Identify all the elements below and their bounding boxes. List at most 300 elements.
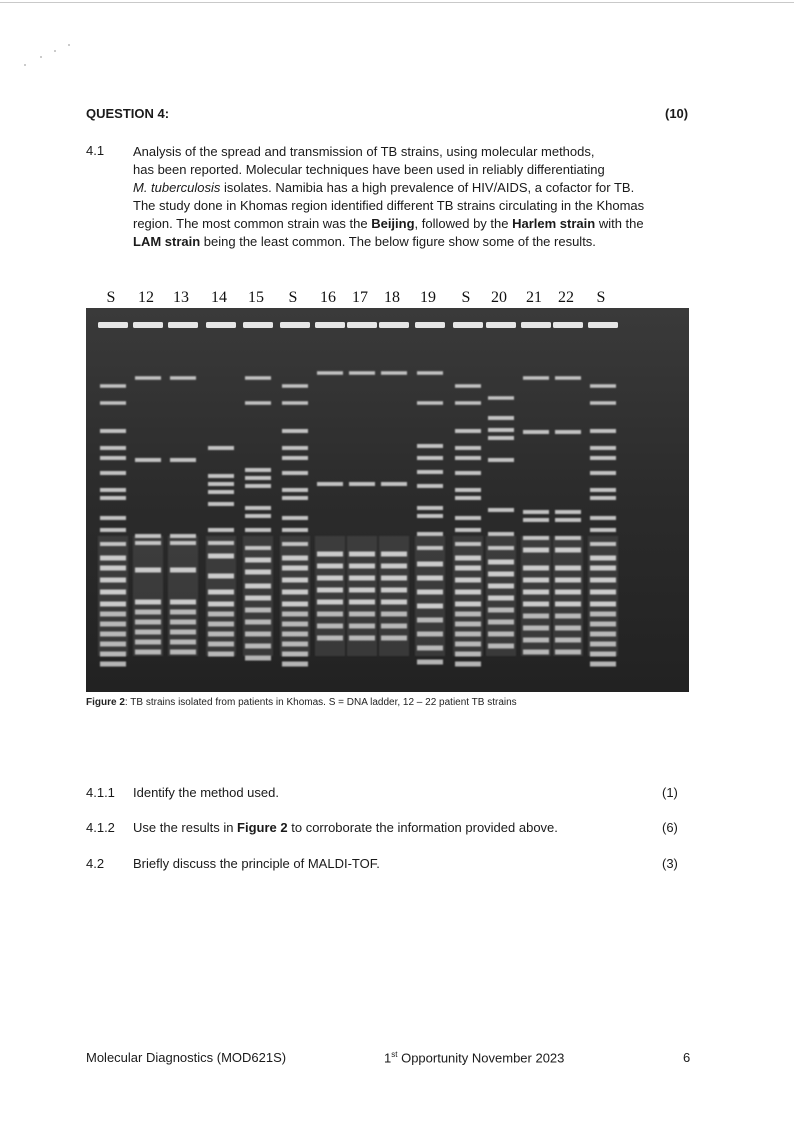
gel-band bbox=[455, 566, 481, 571]
gel-band bbox=[590, 456, 616, 460]
gel-band bbox=[245, 376, 271, 380]
gel-band bbox=[245, 570, 271, 575]
gel-band bbox=[523, 626, 549, 631]
sub-number-4-1-1: 4.1.1 bbox=[86, 785, 115, 800]
gel-band bbox=[208, 490, 234, 494]
gel-band bbox=[488, 436, 514, 440]
gel-band bbox=[245, 620, 271, 625]
lane-label: 16 bbox=[320, 289, 336, 306]
gel-band bbox=[282, 429, 308, 433]
gel-band bbox=[417, 618, 443, 623]
gel-band bbox=[455, 556, 481, 561]
question-title: QUESTION 4: bbox=[86, 106, 170, 121]
gel-band bbox=[488, 632, 514, 637]
gel-band bbox=[417, 546, 443, 550]
gel-band bbox=[245, 584, 271, 589]
intro-line-5: region. The most common strain was the Beijing, followed by the Harlem strain with the bbox=[133, 216, 644, 231]
gel-band bbox=[455, 429, 481, 433]
gel-band bbox=[488, 560, 514, 565]
gel-band bbox=[100, 632, 126, 637]
sub-marks-4-1-1: (1) bbox=[662, 785, 678, 800]
gel-band bbox=[245, 506, 271, 510]
gel-band bbox=[100, 384, 126, 388]
gel-band bbox=[100, 602, 126, 607]
gel-band bbox=[417, 604, 443, 609]
gel-band bbox=[208, 528, 234, 532]
gel-band bbox=[555, 578, 581, 583]
gel-band bbox=[282, 642, 308, 647]
gel-band bbox=[100, 652, 126, 657]
gel-band bbox=[555, 590, 581, 595]
gel-band bbox=[555, 638, 581, 643]
intro-line-2: has been reported. Molecular techniques have been used in reliably differentiating bbox=[133, 162, 605, 177]
well-band bbox=[168, 322, 198, 328]
gel-band bbox=[349, 564, 375, 569]
gel-band bbox=[523, 510, 549, 514]
gel-band bbox=[523, 430, 549, 434]
gel-band bbox=[590, 566, 616, 571]
gel-band bbox=[282, 516, 308, 520]
well-band bbox=[98, 322, 128, 328]
gel-band bbox=[455, 528, 481, 532]
gel-band bbox=[282, 446, 308, 450]
footer-page-number: 6 bbox=[683, 1050, 691, 1065]
gel-band bbox=[455, 602, 481, 607]
gel-band bbox=[100, 642, 126, 647]
gel-band bbox=[135, 458, 161, 462]
lane-label: S bbox=[106, 289, 116, 306]
gel-band bbox=[381, 636, 407, 641]
gel-band bbox=[349, 612, 375, 617]
gel-band bbox=[590, 516, 616, 520]
gel-band bbox=[208, 446, 234, 450]
gel-band bbox=[282, 542, 308, 546]
gel-band bbox=[417, 562, 443, 567]
gel-band bbox=[523, 578, 549, 583]
gel-band bbox=[317, 588, 343, 593]
gel-band bbox=[455, 471, 481, 475]
gel-band bbox=[523, 548, 549, 553]
intro-line-6: LAM strain being the least common. The below figure show some of the results. bbox=[133, 234, 596, 249]
gel-band bbox=[381, 564, 407, 569]
gel-band bbox=[417, 632, 443, 637]
gel-band bbox=[590, 642, 616, 647]
gel-band bbox=[381, 612, 407, 617]
caption-label: Figure 2 bbox=[86, 697, 125, 708]
gel-band bbox=[590, 652, 616, 657]
gel-band bbox=[381, 624, 407, 629]
lane-smear bbox=[588, 536, 618, 656]
gel-band bbox=[170, 630, 196, 635]
gel-band bbox=[170, 568, 196, 573]
gel-band bbox=[417, 371, 443, 375]
lane-smear bbox=[133, 536, 163, 656]
intro-line-3: M. tuberculosis isolates. Namibia has a high prevalence of HIV/AIDS, a cofactor for TB. bbox=[133, 180, 635, 195]
gel-band bbox=[488, 608, 514, 613]
gel-band bbox=[417, 456, 443, 460]
gel-band bbox=[208, 642, 234, 647]
gel-band bbox=[317, 612, 343, 617]
gel-band bbox=[417, 576, 443, 581]
gel-band bbox=[455, 401, 481, 405]
gel-band bbox=[100, 516, 126, 520]
lane-label: 18 bbox=[384, 289, 400, 306]
lane-smear bbox=[453, 536, 483, 656]
gel-band bbox=[523, 650, 549, 655]
gel-band bbox=[488, 620, 514, 625]
intro-line-4: The study done in Khomas region identified different TB strains circulating in the Khomas bbox=[133, 198, 645, 213]
gel-band bbox=[488, 458, 514, 462]
gel-band bbox=[282, 556, 308, 561]
gel-band bbox=[170, 650, 196, 655]
gel-band bbox=[523, 518, 549, 522]
gel-band bbox=[455, 622, 481, 627]
gel-band bbox=[282, 590, 308, 595]
figure-caption bbox=[86, 697, 517, 708]
well-band bbox=[206, 322, 236, 328]
gel-band bbox=[555, 548, 581, 553]
gel-band bbox=[100, 496, 126, 500]
gel-band bbox=[488, 532, 514, 536]
gel-band bbox=[170, 600, 196, 605]
gel-band bbox=[590, 401, 616, 405]
gel-band bbox=[170, 541, 196, 545]
gel-band bbox=[381, 371, 407, 375]
gel-band bbox=[381, 600, 407, 605]
well-band bbox=[486, 322, 516, 328]
item-number-4-1: 4.1 bbox=[86, 143, 105, 158]
gel-band bbox=[523, 376, 549, 380]
well-band bbox=[521, 322, 551, 328]
lane-label: 13 bbox=[173, 289, 189, 306]
gel-band bbox=[455, 662, 481, 667]
well-band bbox=[280, 322, 310, 328]
gel-band bbox=[208, 612, 234, 617]
gel-band bbox=[245, 596, 271, 601]
gel-band bbox=[590, 446, 616, 450]
lane-label: 14 bbox=[211, 289, 227, 306]
top-rule bbox=[0, 2, 794, 3]
gel-band bbox=[455, 612, 481, 617]
gel-band bbox=[417, 444, 443, 448]
well-band bbox=[553, 322, 583, 328]
gel-band bbox=[170, 458, 196, 462]
gel-band bbox=[100, 542, 126, 546]
gel-band bbox=[282, 602, 308, 607]
gel-band bbox=[208, 602, 234, 607]
gel-band bbox=[523, 536, 549, 540]
gel-band bbox=[317, 564, 343, 569]
sub-text-4-1-1: Identify the method used. bbox=[133, 785, 279, 800]
gel-band bbox=[135, 600, 161, 605]
well-band bbox=[379, 322, 409, 328]
gel-band bbox=[100, 471, 126, 475]
sub-marks-4-1-2: (6) bbox=[662, 820, 678, 835]
lane-smear bbox=[280, 536, 310, 656]
gel-band bbox=[317, 576, 343, 581]
gel-band bbox=[555, 536, 581, 540]
gel-band bbox=[349, 482, 375, 486]
gel-band bbox=[245, 546, 271, 550]
gel-band bbox=[417, 646, 443, 651]
gel-band bbox=[455, 516, 481, 520]
gel-band bbox=[282, 622, 308, 627]
gel-band bbox=[170, 534, 196, 538]
gel-band bbox=[317, 600, 343, 605]
gel-band bbox=[135, 630, 161, 635]
gel-band bbox=[100, 590, 126, 595]
gel-band bbox=[100, 566, 126, 571]
gel-band bbox=[455, 488, 481, 492]
gel-band bbox=[245, 468, 271, 472]
gel-band bbox=[170, 640, 196, 645]
gel-band bbox=[135, 610, 161, 615]
gel-band bbox=[282, 612, 308, 617]
sub-marks-4-2: (3) bbox=[662, 856, 678, 871]
gel-band bbox=[590, 496, 616, 500]
lane-label: 12 bbox=[138, 289, 154, 306]
gel-band bbox=[245, 608, 271, 613]
gel-band bbox=[455, 542, 481, 546]
gel-band bbox=[590, 602, 616, 607]
gel-band bbox=[245, 558, 271, 563]
sub-number-4-2: 4.2 bbox=[86, 856, 105, 871]
gel-band bbox=[349, 636, 375, 641]
gel-band bbox=[555, 602, 581, 607]
gel-figure bbox=[86, 286, 689, 694]
gel-band bbox=[208, 652, 234, 657]
gel-band bbox=[555, 430, 581, 434]
gel-band bbox=[455, 456, 481, 460]
beijing-strain: Beijing bbox=[371, 216, 415, 231]
lane-label: 17 bbox=[352, 289, 368, 306]
gel-band bbox=[282, 652, 308, 657]
gel-band bbox=[282, 384, 308, 388]
gel-band bbox=[100, 488, 126, 492]
gel-band bbox=[349, 576, 375, 581]
gel-band bbox=[245, 484, 271, 488]
gel-band bbox=[135, 650, 161, 655]
gel-band bbox=[590, 528, 616, 532]
gel-band bbox=[488, 428, 514, 432]
gel-band bbox=[555, 518, 581, 522]
gel-band bbox=[100, 429, 126, 433]
gel-band bbox=[135, 376, 161, 380]
gel-band bbox=[208, 541, 234, 545]
gel-band bbox=[455, 446, 481, 450]
gel-band bbox=[349, 624, 375, 629]
well-band bbox=[243, 322, 273, 328]
gel-band bbox=[590, 471, 616, 475]
gel-band bbox=[245, 401, 271, 405]
gel-band bbox=[417, 401, 443, 405]
lane-label: 20 bbox=[491, 289, 507, 306]
lane-label: 21 bbox=[526, 289, 542, 306]
gel-band bbox=[100, 528, 126, 532]
gel-band bbox=[590, 556, 616, 561]
gel-band bbox=[523, 602, 549, 607]
gel-band bbox=[100, 446, 126, 450]
gel-band bbox=[100, 556, 126, 561]
harlem-strain: Harlem strain bbox=[512, 216, 596, 231]
intro-paragraph bbox=[133, 143, 678, 251]
gel-band bbox=[317, 482, 343, 486]
gel-band bbox=[100, 662, 126, 667]
gel-band bbox=[488, 584, 514, 589]
lane-smear bbox=[415, 536, 445, 656]
gel-band bbox=[455, 590, 481, 595]
gel-band bbox=[170, 376, 196, 380]
gel-band bbox=[555, 376, 581, 380]
gel-band bbox=[282, 578, 308, 583]
gel-band bbox=[590, 488, 616, 492]
gel-band bbox=[208, 554, 234, 559]
lane-label: 22 bbox=[558, 289, 574, 306]
gel-band bbox=[590, 429, 616, 433]
gel-band bbox=[417, 532, 443, 536]
gel-band bbox=[590, 662, 616, 667]
gel-band bbox=[282, 456, 308, 460]
gel-band bbox=[208, 632, 234, 637]
sub-text-4-1-2: Use the results in Figure 2 to corroborate the information provided above. bbox=[133, 820, 558, 835]
gel-band bbox=[349, 552, 375, 557]
well-band bbox=[347, 322, 377, 328]
gel-band bbox=[282, 632, 308, 637]
gel-band bbox=[317, 636, 343, 641]
gel-band bbox=[455, 642, 481, 647]
gel-band bbox=[208, 590, 234, 595]
lane-label: S bbox=[596, 289, 606, 306]
gel-band bbox=[523, 590, 549, 595]
gel-band bbox=[245, 656, 271, 661]
gel-band bbox=[590, 632, 616, 637]
sub-text-4-2: Briefly discuss the principle of MALDI-TOF. bbox=[133, 856, 380, 871]
gel-band bbox=[208, 574, 234, 579]
well-band bbox=[315, 322, 345, 328]
well-band bbox=[453, 322, 483, 328]
gel-band bbox=[555, 650, 581, 655]
gel-band bbox=[100, 622, 126, 627]
gel-band bbox=[100, 401, 126, 405]
gel-band bbox=[349, 600, 375, 605]
gel-band bbox=[282, 528, 308, 532]
gel-band bbox=[590, 384, 616, 388]
gel-band bbox=[282, 401, 308, 405]
gel-band bbox=[282, 471, 308, 475]
gel-band bbox=[455, 578, 481, 583]
question-marks: (10) bbox=[665, 106, 689, 121]
gel-band bbox=[208, 474, 234, 478]
well-band bbox=[415, 322, 445, 328]
gel-band bbox=[417, 514, 443, 518]
gel-band bbox=[417, 470, 443, 474]
gel-band bbox=[488, 396, 514, 400]
gel-band bbox=[100, 612, 126, 617]
lane-label: S bbox=[288, 289, 298, 306]
gel-band bbox=[245, 528, 271, 532]
lane-smear bbox=[98, 536, 128, 656]
gel-band bbox=[381, 552, 407, 557]
gel-band bbox=[135, 620, 161, 625]
gel-band bbox=[381, 576, 407, 581]
gel-band bbox=[488, 644, 514, 649]
gel-band bbox=[208, 482, 234, 486]
lane-label: S bbox=[461, 289, 471, 306]
gel-band bbox=[590, 578, 616, 583]
gel-band bbox=[135, 640, 161, 645]
intro-line-1: Analysis of the spread and transmission of TB strains, using molecular methods, bbox=[133, 144, 595, 159]
lane-label: 15 bbox=[248, 289, 264, 306]
gel-band bbox=[245, 644, 271, 649]
gel-band bbox=[488, 596, 514, 601]
gel-band bbox=[455, 496, 481, 500]
gel-band bbox=[208, 502, 234, 506]
gel-band bbox=[282, 566, 308, 571]
gel-band bbox=[455, 652, 481, 657]
gel-band bbox=[317, 552, 343, 557]
footer-course: Molecular Diagnostics (MOD621S) bbox=[86, 1050, 287, 1065]
gel-band bbox=[488, 572, 514, 577]
gel-band bbox=[590, 622, 616, 627]
gel-band bbox=[170, 610, 196, 615]
gel-band bbox=[417, 660, 443, 665]
gel-band bbox=[100, 578, 126, 583]
gel-band bbox=[317, 371, 343, 375]
gel-band bbox=[488, 416, 514, 420]
gel-band bbox=[455, 632, 481, 637]
gel-band bbox=[417, 484, 443, 488]
well-band bbox=[133, 322, 163, 328]
gel-band bbox=[282, 488, 308, 492]
gel-band bbox=[135, 541, 161, 545]
gel-band bbox=[317, 624, 343, 629]
lam-strain: LAM strain bbox=[133, 234, 201, 249]
gel-band bbox=[555, 566, 581, 571]
gel-band bbox=[170, 620, 196, 625]
footer-opportunity: 1st Opportunity November 2023 bbox=[384, 1050, 565, 1066]
gel-band bbox=[555, 626, 581, 631]
gel-band bbox=[523, 614, 549, 619]
gel-band bbox=[555, 614, 581, 619]
gel-band bbox=[349, 588, 375, 593]
gel-band bbox=[282, 496, 308, 500]
gel-band bbox=[282, 662, 308, 667]
gel-band bbox=[455, 384, 481, 388]
scan-specks bbox=[22, 42, 82, 72]
lane-label: 19 bbox=[420, 289, 436, 306]
well-band bbox=[588, 322, 618, 328]
gel-band bbox=[245, 514, 271, 518]
gel-band bbox=[523, 638, 549, 643]
gel-band bbox=[590, 612, 616, 617]
gel-band bbox=[208, 622, 234, 627]
gel-band bbox=[488, 546, 514, 550]
species-name: M. tuberculosis bbox=[133, 180, 221, 195]
gel-band bbox=[245, 632, 271, 637]
gel-band bbox=[417, 506, 443, 510]
lane-labels bbox=[107, 289, 606, 306]
gel-band bbox=[245, 476, 271, 480]
gel-band bbox=[349, 371, 375, 375]
gel-band bbox=[135, 568, 161, 573]
gel-band bbox=[100, 456, 126, 460]
lane-smear bbox=[168, 536, 198, 656]
gel-band bbox=[381, 588, 407, 593]
gel-band bbox=[523, 566, 549, 571]
gel-band bbox=[381, 482, 407, 486]
gel-band bbox=[417, 590, 443, 595]
gel-band bbox=[590, 590, 616, 595]
